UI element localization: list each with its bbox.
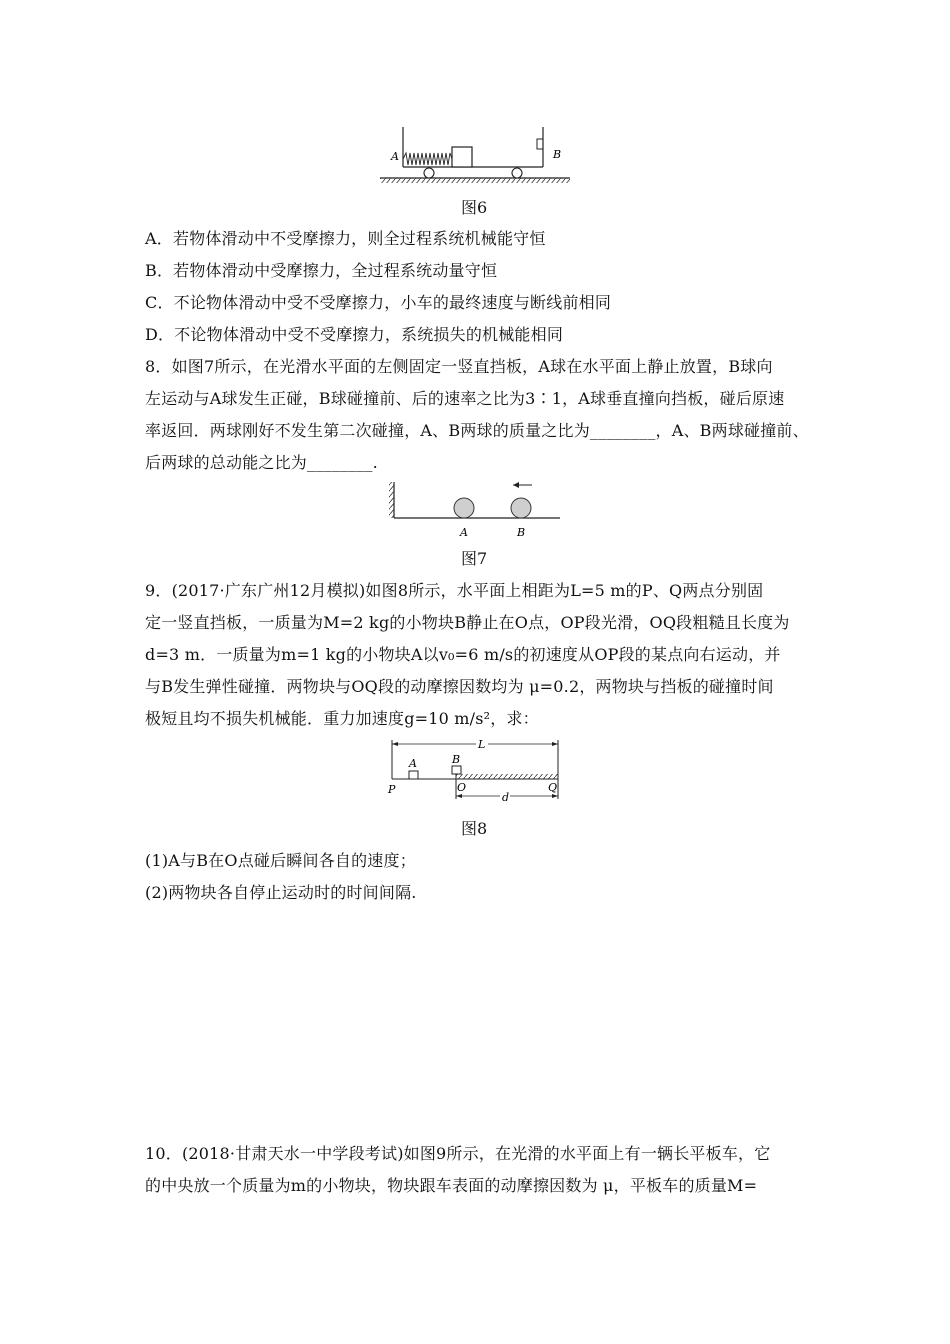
option-b: B．若物体滑动中受摩擦力，全过程系统动量守恒 bbox=[145, 261, 498, 280]
q9-sub-1: (1)A与B在O点碰后瞬间各自的速度； bbox=[145, 851, 416, 870]
q10-line-2: 的中央放一个质量为m的小物块，物块跟车表面的动摩擦因数为 μ，平板车的质量M= bbox=[145, 1176, 758, 1195]
label-b: B bbox=[452, 753, 461, 766]
block bbox=[452, 147, 472, 167]
q8-line-2: 左运动与A球发生正碰，B球碰撞前、后的速率之比为3∶1，A球垂直撞向挡板，碰后原速 bbox=[145, 389, 785, 408]
label-l: L bbox=[478, 738, 486, 751]
label-a: A bbox=[409, 757, 417, 770]
q9-line-1: 9．(2017·广东广州12月模拟)如图8所示，水平面上相距为L=5 m的P、Q两点分别固 bbox=[145, 581, 764, 600]
block-b bbox=[452, 766, 461, 774]
ground-hatch bbox=[380, 178, 570, 183]
wheel-right bbox=[512, 168, 522, 178]
q10-line-1: 10．(2018·甘肃天水一中学段考试)如图9所示，在光滑的水平面上有一辆长平板车，它 bbox=[145, 1144, 771, 1163]
label-a: A bbox=[460, 526, 468, 539]
option-a: A．若物体滑动中不受摩擦力，则全过程系统机械能守恒 bbox=[145, 229, 546, 248]
figure-6 bbox=[375, 125, 575, 185]
label-b: B bbox=[517, 526, 526, 539]
q8-line-3: 率返回．两球刚好不发生第二次碰撞，A、B两球的质量之比为________，A、B两球碰撞前、 bbox=[145, 421, 809, 440]
q9-sub-2: (2)两物块各自停止运动时的时间间隔. bbox=[145, 883, 417, 902]
label-q: Q bbox=[548, 781, 558, 794]
q8-line-4: 后两球的总动能之比为________. bbox=[145, 453, 378, 472]
wheel-left bbox=[424, 168, 434, 178]
label-o: O bbox=[457, 781, 467, 794]
figure-7 bbox=[385, 478, 565, 540]
figure-7-caption: 图7 bbox=[461, 549, 488, 568]
label-p: P bbox=[388, 783, 396, 796]
q9-line-5: 极短且均不损失机械能．重力加速度g=10 m/s²，求： bbox=[145, 709, 539, 728]
ball-b bbox=[511, 498, 531, 518]
figure-8 bbox=[380, 735, 570, 810]
option-c: C．不论物体滑动中受不受摩擦力，小车的最终速度与断线前相同 bbox=[145, 293, 612, 312]
figure-8-caption: 图8 bbox=[461, 819, 488, 838]
q8-line-1: 8．如图7所示，在光滑水平面的左侧固定一竖直挡板，A球在水平面上静止放置，B球向 bbox=[145, 357, 773, 376]
q9-line-4: 与B发生弹性碰撞．两物块与OQ段的动摩擦因数均为 μ=0.2，两物块与挡板的碰撞时间 bbox=[145, 677, 774, 696]
label-b: B bbox=[553, 148, 562, 161]
ball-a bbox=[454, 498, 474, 518]
stop-b bbox=[537, 139, 543, 149]
rough-hatch bbox=[456, 774, 558, 779]
label-a: A bbox=[391, 150, 399, 163]
q9-line-2: 定一竖直挡板，一质量为M=2 kg的小物块B静止在O点，OP段光滑，OQ段粗糙且长度为 bbox=[145, 613, 790, 632]
q9-line-3: d=3 m．一质量为m=1 kg的小物块A以v₀=6 m/s的初速度从OP段的某点向右运动，并 bbox=[145, 645, 781, 664]
block-a bbox=[409, 771, 418, 779]
wall-hatch bbox=[389, 482, 394, 518]
figure-6-caption: 图6 bbox=[461, 198, 488, 217]
option-d: D．不论物体滑动中受不受摩擦力，系统损失的机械能相同 bbox=[145, 325, 564, 344]
label-d: d bbox=[502, 791, 510, 804]
spring bbox=[403, 153, 452, 165]
